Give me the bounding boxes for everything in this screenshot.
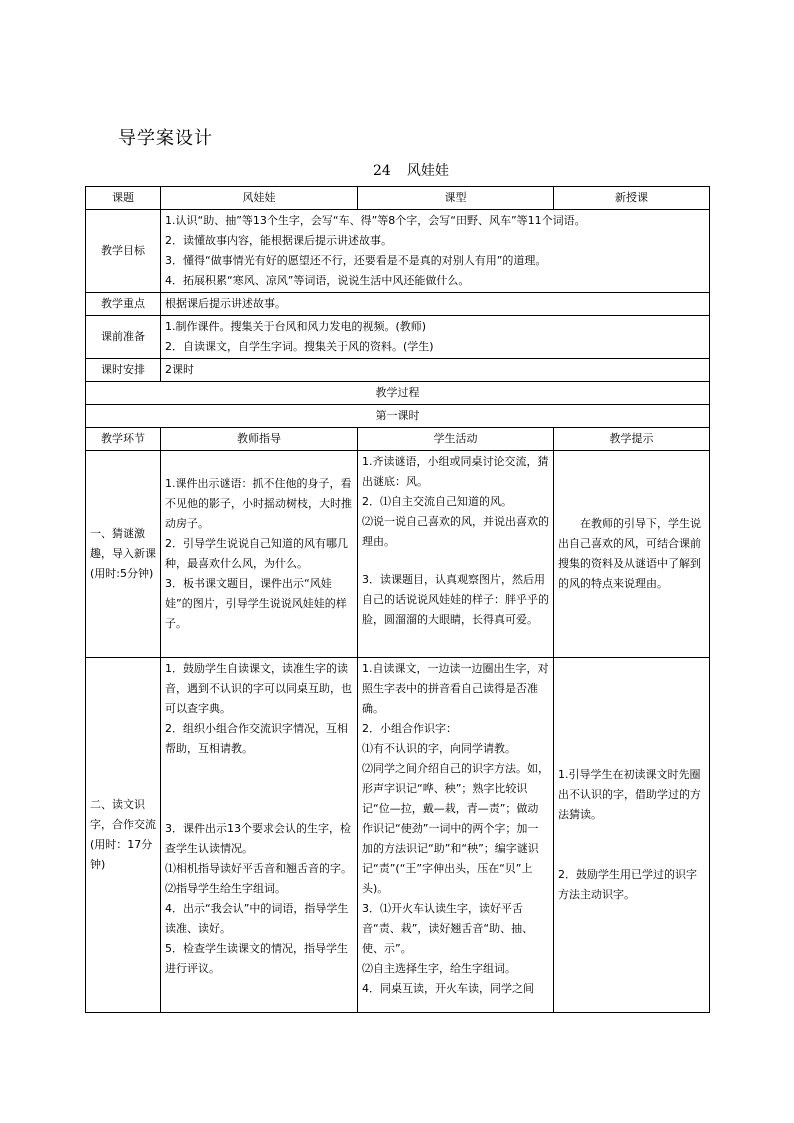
tip-text: 在教师的引导下，学生说出自己喜欢的风，可结合课前搜集的资料及从谜语中了解到的风的特点来说理由。 — [558, 517, 701, 590]
lesson-type-label: 课型 — [358, 187, 554, 210]
student-step: ⑵自主选择生字，给生字组词。 — [362, 962, 516, 975]
tip-text: 1.引导学生在初读课文时先圈出不认识的字，借助学过的方法猜读。 — [558, 768, 701, 821]
document-title: 导学案设计 — [118, 128, 213, 149]
lesson-plan-table — [85, 186, 710, 1013]
prep-item: 1.制作课件。搜集关于台风和风力发电的视频。(教师) — [165, 320, 427, 333]
process-heading: 教学过程 — [86, 382, 710, 405]
goals-label: 教学目标 — [86, 210, 161, 293]
teacher-step: 4．出示“我会认”中的词语，指导学生读准、读好。 — [165, 902, 349, 935]
col-student: 学生活动 — [358, 428, 554, 451]
col-tip: 教学提示 — [554, 428, 710, 451]
prep-label: 课前准备 — [86, 316, 161, 359]
goal-item: 2．读懂故事内容，能根据课后提示讲述故事。 — [165, 234, 392, 247]
student-step: ⑵说一说自己喜欢的风，并说出喜欢的理由。 — [362, 515, 549, 548]
student-step: ⑴有不认识的字，向同学请教。 — [362, 742, 516, 755]
student-step: 1.齐读谜语，小组或同桌讨论交流，猜出谜底：风。 — [362, 455, 549, 488]
topic-value: 风娃娃 — [161, 187, 358, 210]
key-point-value: 根据课后提示讲述故事。 — [161, 293, 710, 316]
goal-item: 1.认识“助、抽”等13个生字，会写“车、得”等8个字，会写“田野、风车”等11个词语。 — [165, 214, 586, 227]
teacher-step: 3．板书课文题目，课件出示“风娃娃”的图片，引导学生说说风娃娃的样子。 — [165, 577, 347, 630]
prep-item: 2．自读课文，自学生字词。搜集关于风的资料。(学生) — [165, 340, 434, 353]
stage-2: 二、读文识字，合作交流(用时：17分钟) — [86, 658, 161, 1013]
teacher-2 — [161, 658, 358, 1013]
first-lesson-heading: 第一课时 — [86, 405, 710, 428]
topic-label: 课题 — [86, 187, 161, 210]
student-step: 2．⑴自主交流自己知道的风。 — [362, 495, 512, 508]
key-point-label: 教学重点 — [86, 293, 161, 316]
col-teacher: 教师指导 — [161, 428, 358, 451]
goal-item: 3．懂得“做事情光有好的愿望还不行，还要看是不是真的对别人有用”的道理。 — [165, 254, 547, 267]
student-step: 2．小组合作识字： — [362, 722, 457, 735]
teacher-1 — [161, 451, 358, 658]
teacher-step: 1.课件出示谜语：抓不住他的身子，看不见他的影子，小时摇动树枝，大时推动房子。 — [165, 477, 352, 530]
col-stage: 教学环节 — [86, 428, 161, 451]
teacher-step: 5．检查学生读课文的情况，指导学生进行评议。 — [165, 942, 348, 975]
tip-1 — [554, 451, 710, 658]
teacher-step: 2．组织小组合作交流识字情况，互相帮助，互相请教。 — [165, 722, 348, 755]
lesson-type-value: 新授课 — [554, 187, 710, 210]
student-1 — [358, 451, 554, 658]
student-step: 3．读课题目，认真观察图片，然后用自己的话说说风娃娃的样子：胖乎乎的脸，圆溜溜的大眼睛，长得真可爱。 — [362, 573, 549, 626]
time-value: 2课时 — [161, 359, 710, 382]
time-label: 课时安排 — [86, 359, 161, 382]
stage-1: 一、猜谜激趣，导入新课(用时:5分钟) — [86, 451, 161, 658]
teacher-step: ⑵指导学生给生字组词。 — [165, 882, 286, 895]
student-step: 3．⑴开火车认读生字，读好平舌音“责、栽”，读好翘舌音“助、抽、使、示”。 — [362, 902, 534, 955]
goal-item: 4．拓展积累“寒风、凉风”等词语，说说生活中风还能做什么。 — [165, 274, 470, 287]
lesson-title — [373, 160, 465, 180]
student-step: 1.自读课文，一边读一边圈出生字，对照生字表中的拼音看自己读得是否准确。 — [362, 662, 549, 715]
student-step: ⑵同学之间介绍自己的识字方法。如，形声字识记“哗、秧”；熟字比较识记“位—拉，戴—栽，青—责”；做动作识记“使劲”一词中的两个字；加一加的方法识记“助”和“秧”；编字谜识记“责”(“王”字伸出头，压在“贝”上头)。 — [362, 762, 549, 895]
student-2 — [358, 658, 554, 1013]
teacher-step: 1．鼓励学生自读课文，读准生字的读音，遇到不认识的字可以同桌互助，也可以查字典。 — [165, 662, 352, 715]
teacher-step: ⑴相机指导读好平舌音和翘舌音的字。 — [165, 862, 352, 875]
prep-content — [161, 316, 710, 359]
teacher-step: 3．课件出示13个要求会认的生字，检查学生认读情况。 — [165, 822, 351, 855]
student-step: 4．同桌互读，开火车读，同学之间 — [362, 982, 534, 995]
lesson-name: 风娃娃 — [406, 163, 449, 179]
teacher-step: 2．引导学生说说自己知道的风有哪几种，最喜欢什么风，为什么。 — [165, 537, 348, 570]
tip-2 — [554, 658, 710, 1013]
goals-content — [161, 210, 710, 293]
tip-text: 2．鼓励学生用已学过的识字方法主动识字。 — [558, 868, 697, 901]
lesson-number: 24 — [373, 163, 391, 179]
